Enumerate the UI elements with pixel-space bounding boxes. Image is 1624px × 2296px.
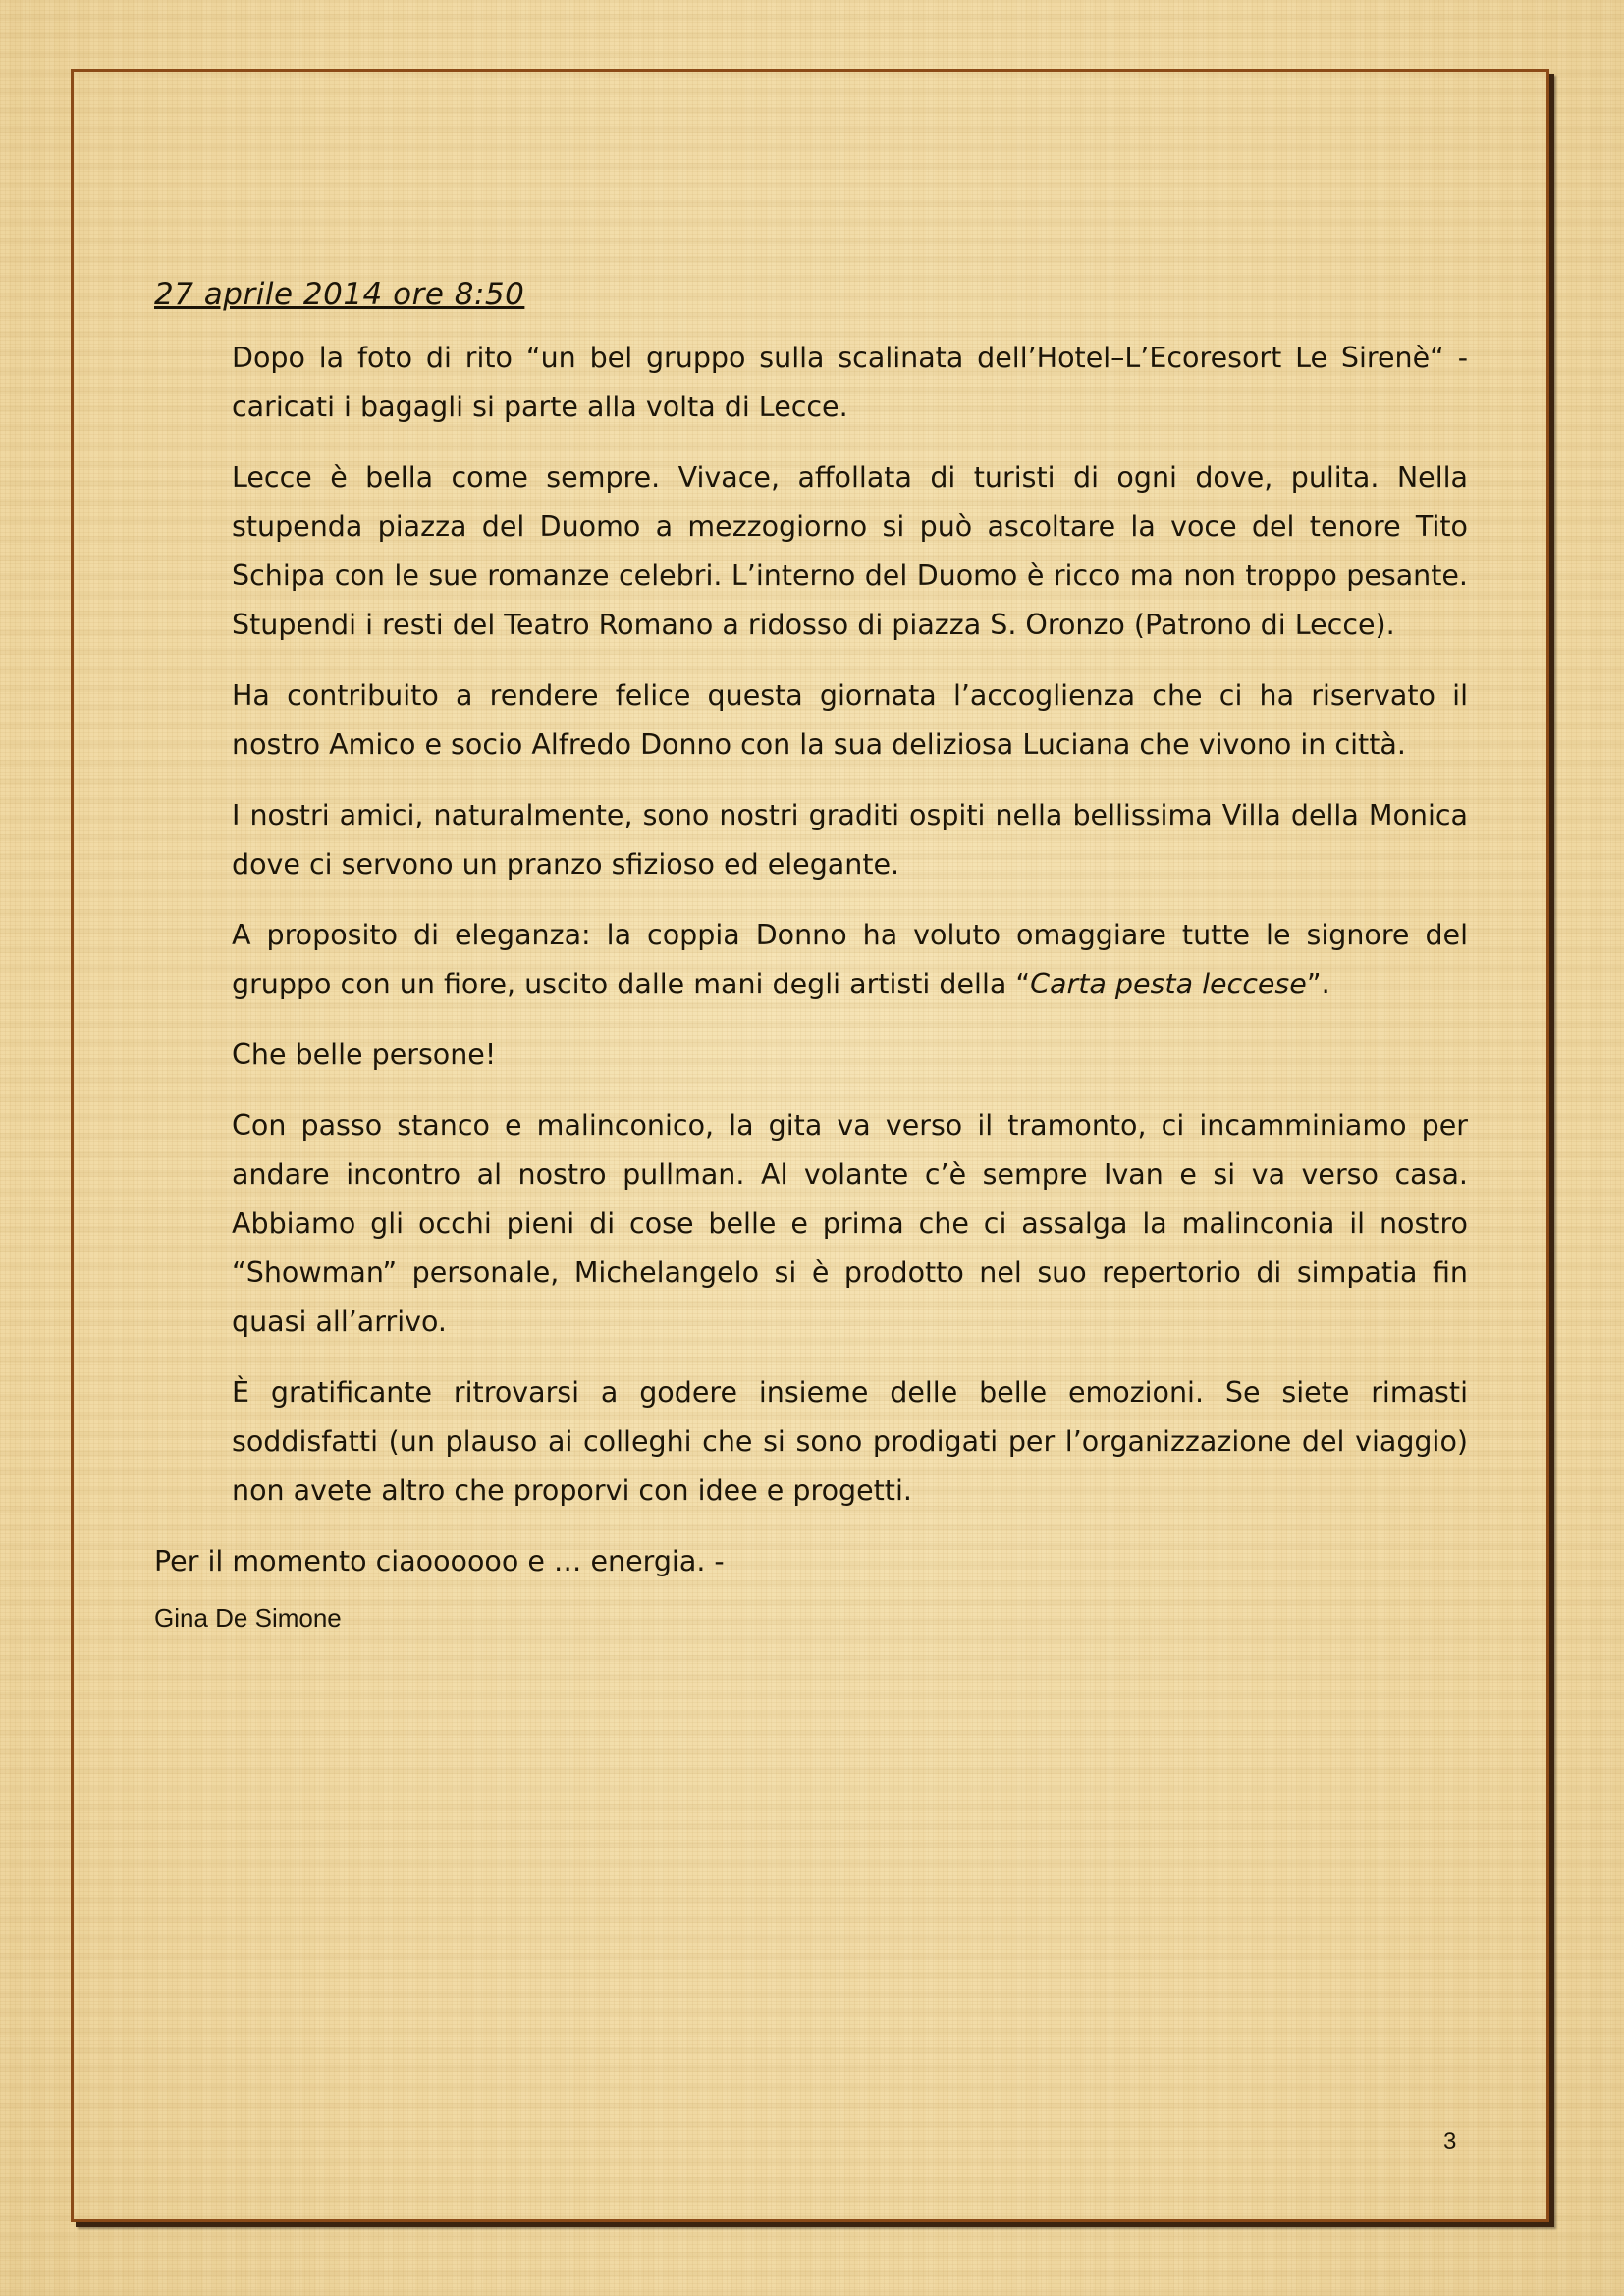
paragraph-lecce: Lecce è bella come sempre. Vivace, affollata di turisti di ogni dove, pulita. Nella stupenda piazza del Duomo a mezzogiorno si può ascoltare la voce del tenore Tito Schipa con le sue romanze celebri. L’interno del Duomo è ricco ma non troppo pesante. Stupendi i resti del Teatro Romano a ridosso di piazza S. Oronzo (Patrono di Lecce). [232, 461, 1468, 641]
signature: Gina De Simone [154, 1603, 342, 1632]
letter-body [154, 273, 1468, 1637]
paragraph-departure: Dopo la foto di rito “un bel gruppo sulla scalinata dell’Hotel–L’Ecoresort Le Sirenè“ - caricati i bagagli si parte alla volta di Lecce. [232, 342, 1468, 423]
paragraph-gratitude: È gratificante ritrovarsi a godere insieme delle belle emozioni. Se siete rimasti soddisfatti (un plauso ai colleghi che si sono prodigati per l’organizzazione del viaggio) non avete altro che proporvi con idee e progetti. [232, 1376, 1468, 1507]
page-number: 3 [1443, 2128, 1457, 2155]
date-heading: 27 aprile 2014 ore 8:50 [154, 277, 525, 312]
paragraph-elegance [232, 911, 1468, 1009]
paragraph-welcome: Ha contribuito a rendere felice questa giornata l’accoglienza che ci ha riservato il nostro Amico e socio Alfredo Donno con la sua deliziosa Luciana che vivono in città. [232, 679, 1468, 761]
paragraph-elegance-end: ”. [1306, 968, 1330, 1000]
paragraph-return: Con passo stanco e malinconico, la gita va verso il tramonto, ci incamminiamo per andare incontro al nostro pullman. Al volante c’è sempre Ivan e si va verso casa. Abbiamo gli occhi pieni di cose belle e prima che ci assalga la malinconia il nostro “Showman” personale, Michelangelo si è prodotto nel suo repertorio di simpatia fin quasi all’arrivo. [232, 1109, 1468, 1338]
closing-line: Per il momento ciaoooooo e … energia. - [154, 1545, 725, 1577]
paragraph-villa: I nostri amici, naturalmente, sono nostri graditi ospiti nella bellissima Villa della Monica dove ci servono un pranzo sfizioso ed elegante. [232, 799, 1468, 881]
paragraph-exclamation: Che belle persone! [232, 1039, 497, 1071]
paragraph-elegance-text: A proposito di eleganza: la coppia Donno ha voluto omaggiare tutte le signore del gruppo con un fiore, uscito dalle mani degli artisti della “ [232, 919, 1468, 1000]
paragraph-elegance-italic: Carta pesta leccese [1030, 968, 1307, 1000]
